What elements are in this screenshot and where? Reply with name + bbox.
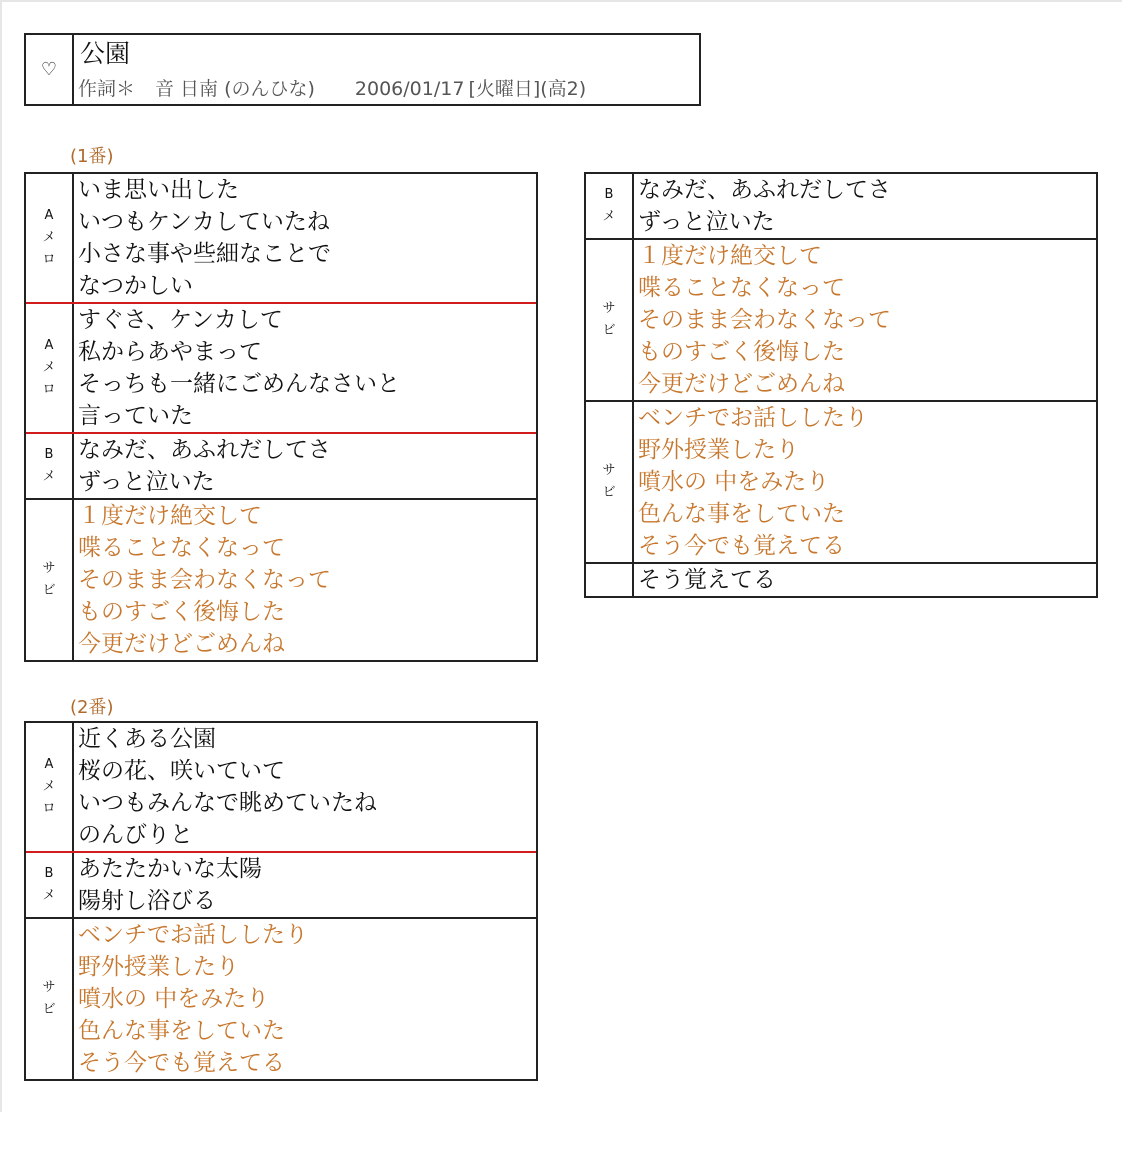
lyric-line: そう今でも覚えてる bbox=[78, 1050, 285, 1076]
section-tag-char: メ bbox=[602, 209, 616, 224]
lyric-lines bbox=[74, 174, 331, 302]
lyric-section bbox=[26, 917, 536, 1079]
lyric-section bbox=[26, 498, 536, 660]
section-tag bbox=[586, 240, 634, 400]
lyric-lines bbox=[74, 723, 377, 851]
verse1-label: (1番) bbox=[70, 146, 114, 167]
section-tag bbox=[26, 853, 74, 917]
section-tag-char: サ bbox=[42, 561, 56, 576]
heart-icon: ♡ bbox=[26, 35, 74, 104]
lyric-section bbox=[586, 400, 1096, 562]
section-tag bbox=[26, 434, 74, 498]
section-tag-char: メ bbox=[42, 469, 56, 484]
section-tag-char: サ bbox=[602, 301, 616, 316]
lyric-lines bbox=[634, 174, 891, 238]
lyric-lines bbox=[74, 853, 262, 917]
lyric-line: ずっと泣いた bbox=[78, 469, 215, 495]
song-title: 公園 bbox=[80, 39, 131, 68]
lyric-line: 今更だけどごめんね bbox=[78, 631, 285, 657]
lyric-section bbox=[586, 562, 1096, 596]
section-tag bbox=[26, 174, 74, 302]
lyric-section bbox=[586, 174, 1096, 238]
lyric-section bbox=[586, 238, 1096, 400]
section-tag-char: ロ bbox=[42, 252, 56, 267]
date: 2006/01/17 bbox=[354, 78, 465, 100]
section-tag-char: メ bbox=[42, 779, 56, 794]
lyric-line: ものすごく後悔した bbox=[638, 339, 845, 365]
lyric-line: いつもケンカしていたね bbox=[78, 209, 330, 235]
section-tag-char: B bbox=[44, 866, 54, 881]
lyric-lines bbox=[74, 919, 308, 1079]
lyric-line: そう今でも覚えてる bbox=[638, 533, 845, 559]
section-tag bbox=[586, 174, 634, 238]
lyric-line: 私からあやまって bbox=[78, 339, 262, 365]
lyric-section bbox=[26, 851, 536, 917]
lyric-line: ものすごく後悔した bbox=[78, 599, 285, 625]
lyric-section bbox=[26, 432, 536, 498]
lyric-line: 陽射し浴びる bbox=[78, 888, 216, 914]
lyric-line: １度だけ絶交して bbox=[638, 243, 822, 269]
section-tag bbox=[26, 304, 74, 432]
author-name: 音 日南 (のんひな) bbox=[155, 78, 315, 100]
lyric-line: 近くある公園 bbox=[78, 726, 216, 752]
section-tag-char: A bbox=[44, 757, 54, 772]
section-tag bbox=[26, 919, 74, 1079]
lyric-line: １度だけ絶交して bbox=[78, 503, 262, 529]
lyric-line: なつかしい bbox=[78, 273, 193, 299]
section-tag-char: ビ bbox=[42, 1002, 56, 1017]
lyric-section bbox=[26, 723, 536, 851]
section-tag-char: メ bbox=[42, 360, 56, 375]
section-tag bbox=[26, 723, 74, 851]
lyric-line: 色んな事をしていた bbox=[638, 501, 845, 527]
lyric-line: 色んな事をしていた bbox=[78, 1018, 285, 1044]
section-tag-char: サ bbox=[602, 463, 616, 478]
lyric-line: 喋ることなくなって bbox=[638, 275, 845, 301]
song-header bbox=[24, 33, 701, 106]
lyric-line: 今更だけどごめんね bbox=[638, 371, 845, 397]
lyric-line: 言っていた bbox=[78, 403, 193, 429]
lyric-lines bbox=[634, 240, 891, 400]
lyric-lines bbox=[634, 402, 868, 562]
section-tag bbox=[586, 564, 634, 596]
lyric-line: すぐさ、ケンカして bbox=[78, 307, 283, 333]
lyric-lines bbox=[74, 500, 331, 660]
credit-label: 作詞＊ bbox=[78, 78, 136, 100]
lyric-section bbox=[26, 302, 536, 432]
lyric-line: ベンチでお話ししたり bbox=[638, 405, 868, 431]
lyric-line: いつもみんなで眺めていたね bbox=[78, 790, 377, 816]
section-tag-char: ビ bbox=[602, 323, 616, 338]
section-tag-char: ロ bbox=[42, 382, 56, 397]
section-tag-char: メ bbox=[42, 230, 56, 245]
lyric-line: ベンチでお話ししたり bbox=[78, 922, 308, 948]
section-tag-char: B bbox=[44, 447, 54, 462]
section-tag-char: サ bbox=[42, 980, 56, 995]
lyric-line: そっちも一緒にごめんなさいと bbox=[78, 371, 400, 397]
lyric-line: のんびりと bbox=[78, 822, 193, 848]
verse2-label: (2番) bbox=[70, 697, 114, 718]
section-tag bbox=[26, 500, 74, 660]
lyric-line: なみだ、あふれだしてさ bbox=[638, 177, 891, 203]
lyric-line: そう覚えてる bbox=[638, 567, 776, 593]
lyric-lines bbox=[634, 564, 776, 596]
lyric-line: そのまま会わなくなって bbox=[638, 307, 891, 333]
lyric-line: なみだ、あふれだしてさ bbox=[78, 437, 331, 463]
section-tag-char: B bbox=[604, 187, 614, 202]
lyric-line: ずっと泣いた bbox=[638, 209, 775, 235]
weekday: [火曜日] bbox=[468, 78, 541, 100]
verse1-table bbox=[24, 172, 538, 662]
lyric-line: 野外授業したり bbox=[638, 437, 799, 463]
section-tag-char: ロ bbox=[42, 801, 56, 816]
grade: (高2) bbox=[540, 78, 587, 100]
lyric-line: あたたかいな太陽 bbox=[78, 856, 262, 882]
lyric-lines bbox=[74, 304, 400, 432]
lyric-line: 桜の花、咲いていて bbox=[78, 758, 285, 784]
page-border-top bbox=[0, 0, 1122, 2]
section-tag-char: A bbox=[44, 208, 54, 223]
section-tag-char: A bbox=[44, 338, 54, 353]
lyric-line: 小さな事や些細なことで bbox=[78, 241, 331, 267]
lyric-lines bbox=[74, 434, 331, 498]
section-tag-char: ビ bbox=[602, 485, 616, 500]
lyric-section bbox=[26, 174, 536, 302]
section-tag bbox=[586, 402, 634, 562]
lyric-line: そのまま会わなくなって bbox=[78, 567, 331, 593]
lyric-line: 野外授業したり bbox=[78, 954, 239, 980]
section-tag-char: ビ bbox=[42, 583, 56, 598]
credit-line bbox=[78, 77, 586, 101]
ending-table bbox=[584, 172, 1098, 598]
lyric-line: 喋ることなくなって bbox=[78, 535, 285, 561]
lyric-line: 噴水の 中をみたり bbox=[638, 469, 830, 495]
verse2-table bbox=[24, 721, 538, 1081]
lyric-line: 噴水の 中をみたり bbox=[78, 986, 270, 1012]
lyric-line: いま思い出した bbox=[78, 177, 239, 203]
page-border-left bbox=[0, 0, 2, 1112]
section-tag-char: メ bbox=[42, 888, 56, 903]
